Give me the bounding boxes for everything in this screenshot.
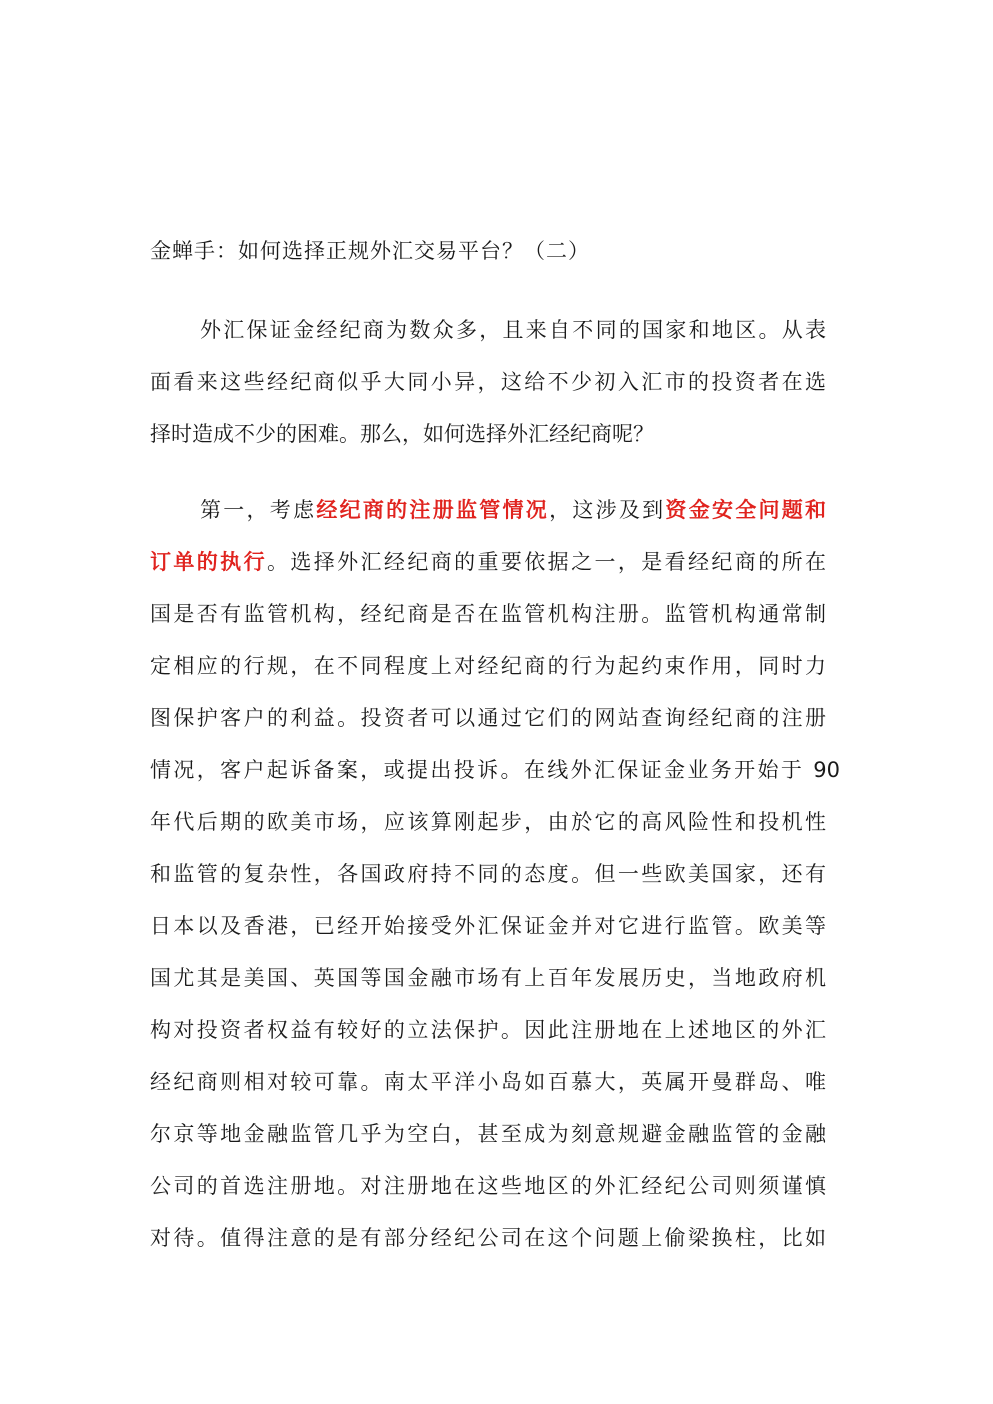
paragraph-2-text: 。选择外汇经纪商的重要依据之一，是看经纪商的所在 [266, 550, 827, 574]
document-title: 金蝉手：如何选择正规外汇交易平台？（二） [150, 239, 590, 263]
paragraph-2-line-1 [200, 490, 826, 530]
highlight-order-execution: 订单的执行 [150, 550, 267, 574]
paragraph-2-line-13: 尔京等地金融监管几乎为空白，甚至成为刻意规避金融监管的金融 [150, 1122, 826, 1146]
paragraph-2-line-4: 定相应的行规，在不同程度上对经纪商的行为起约束作用，同时力 [150, 654, 826, 678]
highlight-fund-safety: 资金安全问题和 [665, 498, 827, 522]
paragraph-2-text: 第一，考虑 [200, 498, 317, 522]
paragraph-2-line-14: 公司的首选注册地。对注册地在这些地区的外汇经纪公司则须谨慎 [150, 1174, 826, 1198]
paragraph-1-line-3: 择时造成不少的困难。那么，如何选择外汇经纪商呢？ [150, 422, 654, 446]
paragraph-2-line-6: 情况，客户起诉备案，或提出投诉。在线外汇保证金业务开始于 90 [150, 758, 840, 782]
paragraph-2-line-8: 和监管的复杂性，各国政府持不同的态度。但一些欧美国家，还有 [150, 862, 826, 886]
paragraph-1-line-1: 外汇保证金经纪商为数众多，且来自不同的国家和地区。从表 [200, 318, 826, 342]
paragraph-2-line-12: 经纪商则相对较可靠。南太平洋小岛如百慕大，英属开曼群岛、唯 [150, 1070, 826, 1094]
paragraph-2-line-2 [150, 542, 826, 582]
paragraph-2-line-5: 图保护客户的利益。投资者可以通过它们的网站查询经纪商的注册 [150, 706, 826, 730]
highlight-registration-supervision: 经纪商的注册监管情况 [316, 498, 550, 522]
paragraph-2-line-7: 年代后期的欧美市场，应该算刚起步，由於它的高风险性和投机性 [150, 810, 826, 834]
paragraph-2-line-15: 对待。值得注意的是有部分经纪公司在这个问题上偷梁换柱，比如 [150, 1226, 826, 1250]
paragraph-2-line-9: 日本以及香港，已经开始接受外汇保证金并对它进行监管。欧美等 [150, 914, 826, 938]
paragraph-2-line-11: 构对投资者权益有较好的立法保护。因此注册地在上述地区的外汇 [150, 1018, 826, 1042]
paragraph-2-line-3: 国是否有监管机构，经纪商是否在监管机构注册。监管机构通常制 [150, 602, 826, 626]
paragraph-2-text: ，这涉及到 [549, 498, 666, 522]
paragraph-1-line-2: 面看来这些经纪商似乎大同小异，这给不少初入汇市的投资者在选 [150, 370, 826, 394]
paragraph-2-line-10: 国尤其是美国、英国等国金融市场有上百年发展历史，当地政府机 [150, 966, 826, 990]
